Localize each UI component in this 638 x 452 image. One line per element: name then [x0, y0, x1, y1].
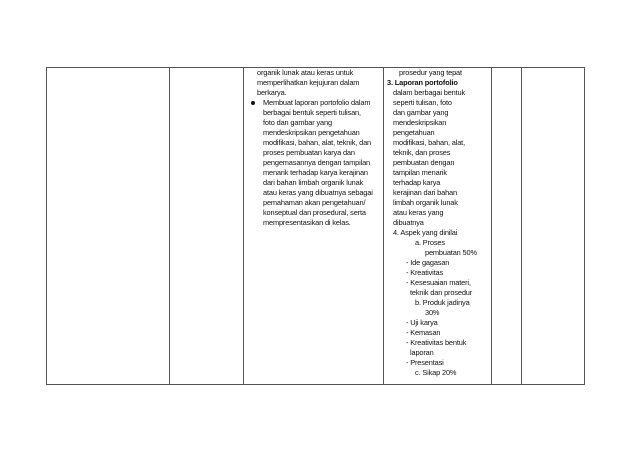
text-line: limbah organik lunak [393, 198, 458, 207]
text-line: pembuatan dengan [393, 158, 455, 167]
col-border-1 [46, 67, 47, 385]
text-line: dari bahan limbah organik lunak [263, 178, 364, 187]
text-line: Membuat laporan portofolio dalam [263, 98, 371, 107]
col-border-5 [491, 67, 492, 385]
text-line: mendeskripsikan pengetahuan [263, 128, 360, 137]
text-line: modifikasi, bahan, alat, teknik, dan [263, 138, 371, 147]
col-border-3 [243, 67, 244, 385]
item-4-title: 4. Aspek yang dinilai [393, 228, 458, 237]
text-line: teknik, dan proses [393, 148, 451, 157]
text-line: pemahaman akan pengetahuan/ [263, 198, 366, 207]
text-line: - Ide gagasan [406, 258, 450, 267]
text-line: prosedur yang tepat [399, 68, 462, 77]
text-line: - Kesesuaian materi, [406, 278, 471, 287]
text-line: organik lunak atau keras untuk [257, 68, 354, 77]
text-line: pembuatan 50% [425, 248, 477, 257]
sub-b-title: b. Produk jadinya [415, 298, 470, 307]
col-border-4 [383, 67, 384, 385]
text-line: dalam berbagai bentuk [393, 88, 466, 97]
text-line: laporan [410, 348, 434, 357]
sub-a-title: a. Proses [415, 238, 445, 247]
text-line: atau keras yang dibuatnya sebagai [263, 188, 373, 197]
text-line: - Kemasan [406, 328, 441, 337]
text-line: foto dan gambar yang [263, 118, 332, 127]
activities-cell [251, 68, 379, 228]
col-border-6 [521, 67, 522, 385]
text-line: mempresentasikan di kelas. [263, 218, 351, 227]
text-line: - Kreativitas [406, 268, 444, 277]
col-border-7 [584, 67, 585, 385]
text-line: teknik dan prosedur [410, 288, 473, 297]
text-line: proses pembuatan karya dan [263, 148, 355, 157]
text-line: seperti tulisan, foto [393, 98, 452, 107]
text-line: pengetahuan [393, 128, 435, 137]
text-line: menarik terhadap karya kerajinan [263, 168, 368, 177]
bullet-item [251, 98, 379, 228]
col-border-2 [169, 67, 170, 385]
text-line: memperlihatkan kejujuran dalam [257, 78, 360, 87]
text-line: - Kreativitas bentuk [406, 338, 467, 347]
text-line: berkarya. [257, 88, 287, 97]
text-line: dan gambar yang [393, 108, 449, 117]
text-line: tampilan menarik [393, 168, 447, 177]
table-bottom-border [46, 384, 584, 385]
text-line: kerajinan dari bahan [393, 188, 457, 197]
text-line: modifikasi, bahan, alat, [393, 138, 465, 147]
text-line: atau keras yang [393, 208, 444, 217]
text-line: mendeskripsikan [393, 118, 447, 127]
text-line: terhadap karya [393, 178, 441, 187]
item-3-title: 3. Laporan portofolio [387, 78, 458, 87]
text-line: - Presentasi [406, 358, 444, 367]
text-line: berbagai bentuk seperti tulisan, [263, 108, 361, 117]
text-line: pengemasannya dengan tampilan [263, 158, 371, 167]
text-line: - Uji karya [406, 318, 438, 327]
text-line: dibuatnya [393, 218, 424, 227]
sub-c-title: c. Sikap 20% [415, 368, 457, 377]
text-line: 30% [425, 308, 440, 317]
text-line: konseptual dan prosedural, serta [263, 208, 366, 217]
bullet-icon [251, 101, 255, 105]
assessment-cell [387, 68, 487, 378]
